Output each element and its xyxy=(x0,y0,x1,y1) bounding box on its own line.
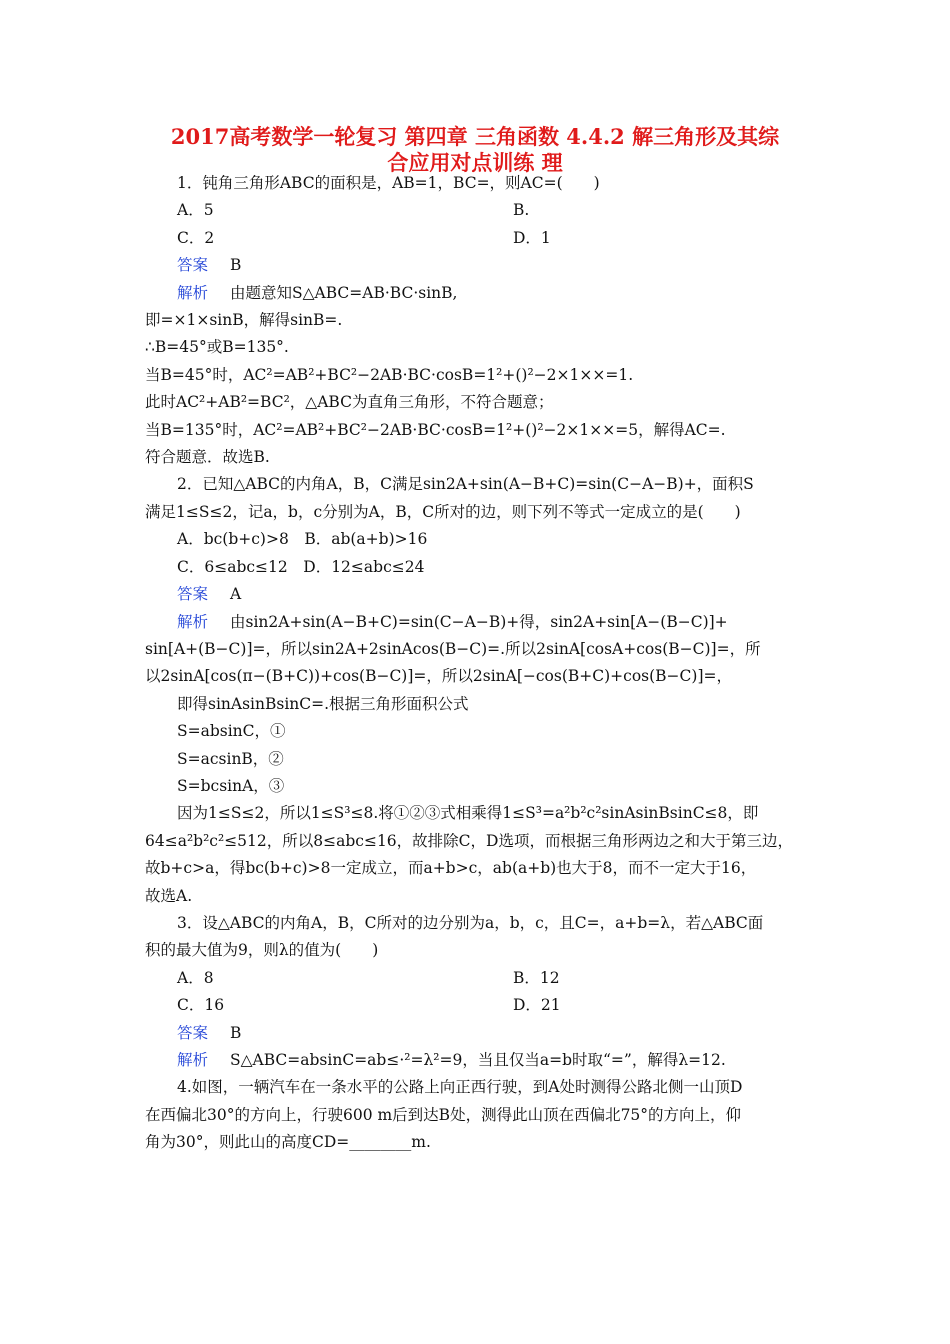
q2-answer xyxy=(145,581,815,608)
answer-value: B xyxy=(230,1023,242,1042)
q2-analysis-line: sin[A+(B−C)]=，所以sin2A+2sinAcos(B−C)=.所以2sinA[cosA+cos(B−C)]=，所 xyxy=(145,639,761,658)
q2-analysis-line: 故b+c>a，得bc(b+c)>8一定成立，而a+b>c，ab(a+b)也大于8，而不一定大于16， xyxy=(145,859,757,878)
q2-options-ab: A．bc(b+c)>8 B．ab(a+b)>16 xyxy=(177,530,428,549)
q2-analysis-line: S=acsinB，② xyxy=(177,749,284,768)
q2-stem-line-2: 满足1≤S≤2，记a，b，c分别为A，B，C所对的边，则下列不等式一定成立的是( ) xyxy=(145,502,741,521)
content-body xyxy=(145,170,815,1157)
title-line-2: 合应用对点训练 理 xyxy=(387,150,563,175)
document-title xyxy=(130,124,820,176)
q3-option-c: C．16 xyxy=(177,996,225,1015)
q1-options-ab xyxy=(145,197,815,224)
q3-stem-line-1: 3．设△ABC的内角A，B，C所对的边分别为a，b，c，且C=，a+b=λ，若△ABC面 xyxy=(177,913,764,932)
q2-analysis-line xyxy=(145,609,815,636)
q1-analysis-line: ∴B=45°或B=135°. xyxy=(145,338,289,357)
q3-options-cd xyxy=(145,992,815,1019)
analysis-text: 由sin2A+sin(A−B+C)=sin(C−A−B)+得，sin2A+sin[A−(B−C)]+ xyxy=(230,612,728,631)
q2-analysis-line: 故选A. xyxy=(145,886,193,905)
q3-stem-line-2: 积的最大值为9，则λ的值为( ) xyxy=(145,941,379,960)
q1-option-b: B. xyxy=(513,201,530,220)
q3-analysis-line xyxy=(145,1047,815,1074)
q1-analysis-line: 当B=45°时，AC²=AB²+BC²−2AB·BC·cosB=1²+()²−2×1××=1. xyxy=(145,365,634,384)
q2-analysis-line: S=absinC，① xyxy=(177,722,286,741)
q1-option-d: D．1 xyxy=(513,228,551,247)
answer-value: B xyxy=(230,256,242,275)
q1-option-c: C．2 xyxy=(177,228,215,247)
q2-analysis-line: 因为1≤S≤2，所以1≤S³≤8.将①②③式相乘得1≤S³=a²b²c²sinAsinBsinC≤8，即 xyxy=(177,804,759,823)
q1-options-cd xyxy=(145,225,815,252)
analysis-label: 解析 xyxy=(177,283,209,302)
answer-label: 答案 xyxy=(177,1023,209,1042)
analysis-label: 解析 xyxy=(177,1051,209,1069)
analysis-text: 由题意知S△ABC=AB·BC·sinB, xyxy=(230,283,458,302)
q3-answer xyxy=(145,1020,815,1047)
q4-stem-line-1: 4.如图，一辆汽车在一条水平的公路上向正西行驶，到A处时测得公路北侧一山顶D xyxy=(177,1078,743,1097)
q2-options-cd: C．6≤abc≤12 D．12≤abc≤24 xyxy=(177,557,425,576)
q1-stem: 1．钝角三角形ABC的面积是，AB=1，BC=，则AC=( ) xyxy=(177,174,600,192)
q2-analysis-line: 即得sinAsinBsinC=.根据三角形面积公式 xyxy=(177,694,469,713)
q1-answer xyxy=(145,252,815,279)
q1-analysis-line: 当B=135°时，AC²=AB²+BC²−2AB·BC·cosB=1²+()²−2×1××=5，解得AC=. xyxy=(145,420,726,439)
answer-value: A xyxy=(230,585,242,604)
q1-analysis-line: 此时AC²+AB²=BC²，△ABC为直角三角形，不符合题意； xyxy=(145,393,554,412)
q4-stem-line-2: 在西偏北30°的方向上，行驶600 m后到达B处，测得此山顶在西偏北75°的方向上，仰 xyxy=(145,1105,742,1124)
q2-analysis-line: 64≤a²b²c²≤512，所以8≤abc≤16，故排除C，D选项，而根据三角形两边之和大于第三边， xyxy=(145,831,793,850)
answer-label: 答案 xyxy=(177,585,209,604)
q2-stem-line-1: 2．已知△ABC的内角A，B，C满足sin2A+sin(A−B+C)=sin(C−A−B)+，面积S xyxy=(177,475,754,494)
q2-analysis-line: 以2sinA[cos(π−(B+C))+cos(B−C)]=，所以2sinA[−cos(B+C)+cos(B−C)]=， xyxy=(145,667,732,686)
q1-analysis-line: 即=×1×sinB，解得sinB=. xyxy=(145,311,343,330)
analysis-text: S△ABC=absinC=ab≤·²=λ²=9，当且仅当a=b时取“=”，解得λ=12. xyxy=(230,1051,726,1069)
q3-option-a: A．8 xyxy=(177,968,214,987)
title-line-1: 2017高考数学一轮复习 第四章 三角函数 4.4.2 解三角形及其综 xyxy=(170,124,780,149)
q1-analysis-line xyxy=(145,280,815,307)
q3-option-b: B．12 xyxy=(513,968,560,987)
q1-option-a: A．5 xyxy=(177,201,214,220)
q2-analysis-line: S=bcsinA，③ xyxy=(177,776,285,795)
q1-analysis-line: 符合题意．故选B. xyxy=(145,448,270,467)
q3-options-ab xyxy=(145,965,815,992)
answer-label: 答案 xyxy=(177,256,209,275)
analysis-label: 解析 xyxy=(177,612,209,631)
q4-stem-line-3: 角为30°，则此山的高度CD=________m. xyxy=(145,1133,431,1152)
q3-option-d: D．21 xyxy=(513,996,561,1015)
